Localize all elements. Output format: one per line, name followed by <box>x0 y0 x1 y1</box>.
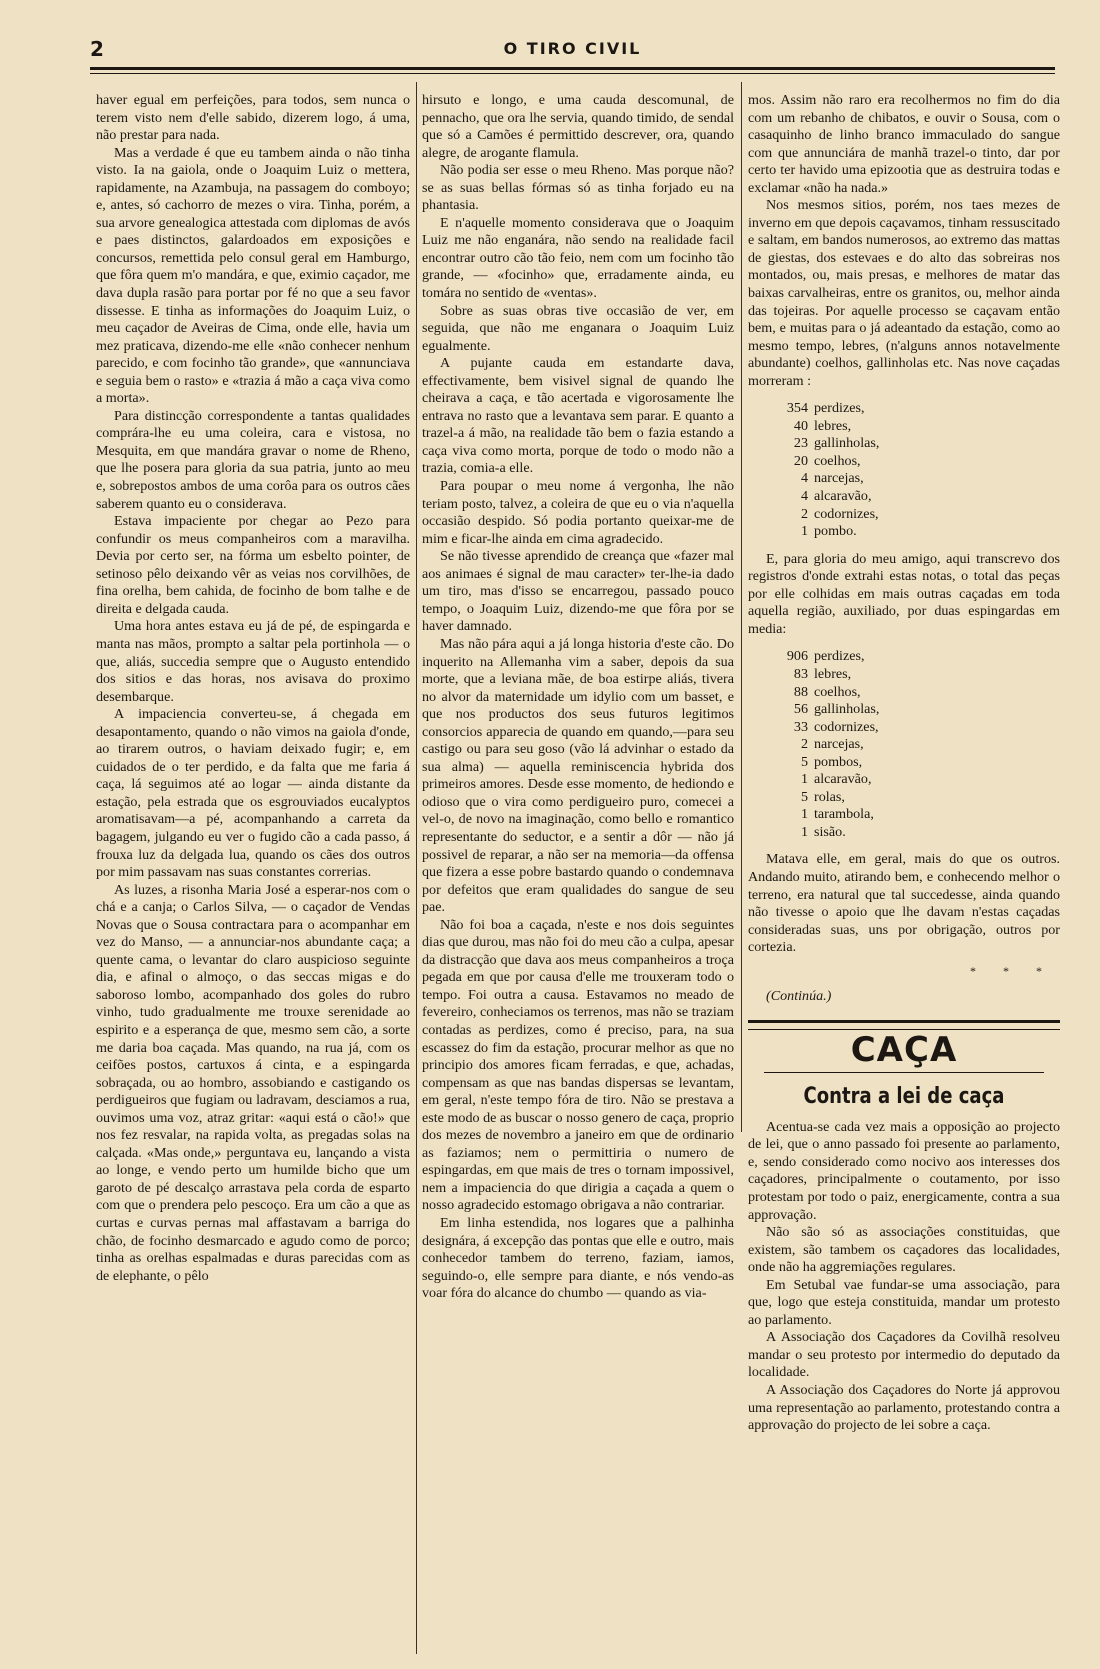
col2-paragraph: Não podia ser esse o meu Rheno. Mas porque não? se as suas bellas fórmas só as tinha forjado eu na phantasia. <box>422 162 734 214</box>
header-rule-thick <box>90 67 1055 70</box>
game-tally-list-2 <box>764 648 1060 841</box>
col1-paragraph: haver egual em perfeições, para todos, sem nunca o terem visto nem d'elle sabido, dizerem logo, á uma, não prestar para nada. <box>96 92 410 144</box>
tally-label: pombo. <box>814 523 857 540</box>
tally-label: gallinholas, <box>814 435 880 452</box>
tally-row <box>764 435 1060 453</box>
section-title-underline <box>764 1072 1045 1073</box>
column-1 <box>96 92 410 1285</box>
col2-paragraph: E n'aquelle momento considerava que o Joaquim Luiz me não enganára, não sendo na realidade facil encontrar outro cão tão feio, nem com um focinho tão grande, — «focinho» que, erradamente ainda, eu tomára no sentido de «ventas». <box>422 214 734 302</box>
tally-label: perdizes, <box>814 400 865 417</box>
col3-paragraph: E, para gloria do meu amigo, aqui transcrevo dos registros d'onde extrahi estas notas, o total das peças por elle colhidas em mais outras caçadas em toda aquella região, auxiliado, por duas espingardas em media: <box>748 550 1060 637</box>
tally-row <box>764 666 1060 684</box>
col2-paragraph: Mas não pára aqui a já longa historia d'este cão. Do inquerito na Allemanha vim a saber, depois da sua morte, que a leviana mãe, de boa estirpe aliás, tivera no alvor da maternidade um idylio com um basset, e que nos productos dos seus futuros legitimos consorcios apparecia de quando em quando,—para seu castigo ou para seu goso (vão lá advinhar o estado da sua alma) — aquella reminiscencia hybrida dos primeiros amores. Desde esse momento, de hediondo e odioso que o vira como perdigueiro puro, comecei a vel-o, de novo na imaginação, como bello e romantico representante do seductor, e a sentir a dôr — não já possivel de reparar, a não ser na memoria—da offensa que fizera a esse pobre bastardo quando o condemnava por defeitos que eram qualidades do sangue de seu pae. <box>422 635 734 916</box>
article-headline: Contra a lei de caça <box>803 1083 1005 1109</box>
tally-label: rolas, <box>814 788 845 805</box>
tally-count: 2 <box>800 505 808 522</box>
page-number: 2 <box>90 37 104 61</box>
col2-paragraph: hirsuto e longo, e uma cauda descomunal, de pennacho, que ora lhe servia, quando timido, de sendal que só a Camões é permittido descrever, ora, quando alegre, de arogante flamula. <box>422 92 734 161</box>
tally-label: codornizes, <box>814 718 879 735</box>
tally-label: coelhos, <box>814 452 861 469</box>
header-rule-thin <box>90 73 1055 74</box>
tally-row <box>764 736 1060 754</box>
tally-label: gallinholas, <box>814 701 880 718</box>
col1-paragraph: Uma hora antes estava eu já de pé, de espingarda e manta nas mãos, prompto a saltar pela portinhola — o que, aliás, succedia sempre que o Augusto entendido dos sitios e das horas, nos avisava do proximo desembarque. <box>96 618 410 705</box>
col1-paragraph: As luzes, a risonha Maria José a esperar-nos com o chá e a canja; o Carlos Silva, — o caçador de Vendas Novas que o Sousa contractara para o acompanhar em vez do Manso, — a annunciar-nos abundante caça; a quente cama, o levantar do claro auspicioso seguinte dia, e afinal o almoço, o das seccas migas e do saboroso lombo, acompanhado dos goles do rubro vinho, tudo gradualmente me trouxe serenidade ao espirito e a esperança de que, mesmo sem cão, a sorte me daria boa caçada. Mas quando, na rua já, com os ceifões postos, cartuxos á cinta, e a espingarda sobraçada, ou ao hombro, assobiando e castigando os perdigueiros que fugiam ou ladravam, desciamos a rua, ouvimos uma voz, atraz gritar: «aqui está o cão!» que nos fez resvalar, na rapida volta, as pregadas solas na calçada. «Mas onde,» perguntava eu, lançando a vista ao longe, e vendo perto um humilde bicho que um garoto de pé descalço arrastava pela corda de esparto com que o prendera pelo pescoço. Era um cão a que as curtas e curvas pernas mal affastavam a barriga do chão, de focinho desmarcado e agudo como de porco; tinha as orelhas espalmadas e duras parecidas com as de elephante, o pêlo <box>96 881 410 1284</box>
tally-label: coelhos, <box>814 683 861 700</box>
tally-label: alcaravão, <box>814 488 872 505</box>
tally-row <box>764 701 1060 719</box>
tally-row <box>764 771 1060 789</box>
tally-count: 1 <box>800 823 808 840</box>
col3-paragraph: Nos mesmos sitios, porém, nos taes mezes de inverno em que depois caçavamos, tinham ressuscitado e saltam, em bandos numerosos, ao extremo das mattas de giestas, dos estevaes e do alto das sobreiras nos montados, ou, mais presas, e melhores de matar das baixas carvalheiras, entre os granitos, ou, melhor ainda das tojeiras. Por aquelle processo se caçavam então bem, e muitas para o já adeantado da estação, como ao mesmo tempo, lebres, (n'alguns annos notavelmente abundante) coelhos, gallinholas etc. Nas nove caçadas morreram : <box>748 197 1060 389</box>
tally-count: 1 <box>800 771 808 788</box>
tally-count: 4 <box>800 488 808 505</box>
col3-paragraph: mos. Assim não raro era recolhermos no fim do dia com um rebanho de chibatos, e ouvir o Sousa, com o casaquinho de linho branco immaculado do sangue com que annunciára de manhã trazel-o tinto, dar por certo ter havido uma epizootia que as destruira todas e exclamar «não ha nada.» <box>748 92 1060 196</box>
section-rule <box>748 1020 1060 1023</box>
tally-count: 1 <box>800 523 808 540</box>
tally-row <box>764 453 1060 471</box>
tally-row <box>764 824 1060 842</box>
tally-count: 5 <box>800 753 808 770</box>
tally-count: 33 <box>793 718 808 735</box>
col2-paragraph: Não foi boa a caçada, n'este e nos dois seguintes dias que durou, mas não foi do meu cão a culpa, apesar da distracção que dava aos meus companheiros a troça pegada em que por causa d'elle me trouxeram todo o tempo. Foi outra a causa. Estavamos no meado de fevereiro, conheciamos os terrenos, mas não se traziam contadas as perdizes, como é preciso, para, na sua escassez do fim da estação, procurar melhor as que no principio dos amores ficam ferradas, e que, achadas, compensam as que nas bandas dispersas se levantam, em geral, n'este tempo fóra de tiro. Não se prestava a este modo de as buscar o nosso genero de caça, proprio dos mezes de novembro a janeiro em que de ordinario as faziamos; nem o permittiria o numero de espingardas, em que mais de tres o tornam impossivel, nem a impaciencia do que dirigia a caçada a quem o nosso agradecido estomago obrigava a não contrariar. <box>422 916 734 1214</box>
tally-count: 2 <box>800 736 808 753</box>
masthead <box>90 35 1055 67</box>
tally-label: perdizes, <box>814 648 865 665</box>
tally-count: 354 <box>786 400 808 417</box>
tally-label: alcaravão, <box>814 771 872 788</box>
article-paragraph: A Associação dos Caçadores da Covilhã resolveu mandar o seu protesto por intermedio do deputado da localidade. <box>748 1329 1060 1381</box>
tally-row <box>764 400 1060 418</box>
game-tally-list-1 <box>764 400 1060 540</box>
tally-count: 5 <box>800 788 808 805</box>
tally-label: narcejas, <box>814 470 864 487</box>
tally-label: codornizes, <box>814 505 879 522</box>
section-ornament: * * * <box>970 963 1054 978</box>
col2-paragraph: Em linha estendida, nos logares que a palhinha designára, á excepção das pontas que elle e outro, mais conhecedor tambem do terreno, faziam, iamos, seguindo-o, elle sempre para diante, e nós vendo-as voar fóra do alcance do chumbo — quando as via- <box>422 1215 734 1302</box>
tally-count: 40 <box>793 417 808 434</box>
tally-row <box>764 470 1060 488</box>
col2-paragraph: Sobre as suas obras tive occasião de ver, em seguida, que não me enganara o Joaquim Luiz egualmente. <box>422 302 734 354</box>
tally-row <box>764 523 1060 541</box>
tally-count: 1 <box>800 806 808 823</box>
col3-paragraph: Matava elle, em geral, mais do que os outros. Andando muito, atirando bem, e conhecendo melhor o terreno, era natural que tal succedesse, ainda quando não tivesse o apoio que lhe davam n'estas caçadas consideradas suas, uns por obrigação, outros por cortezia. <box>748 851 1060 956</box>
tally-label: lebres, <box>814 417 852 434</box>
tally-label: tarambola, <box>814 806 874 823</box>
column-2 <box>422 92 734 1303</box>
tally-count: 56 <box>793 701 808 718</box>
tally-row <box>764 806 1060 824</box>
section-title: CAÇA <box>850 1029 958 1070</box>
col1-paragraph: Para distincção correspondente a tantas qualidades comprára-lhe eu uma coleira, cara e vistosa, no Mesquita, em que mandára gravar o nome de Rheno, que lhe posera para gloria da sua patria, junto ao meu e, sobrepostos ambos de uma corôa para os outros cães saberem quanto eu o considerava. <box>96 407 410 512</box>
tally-row <box>764 719 1060 737</box>
tally-row <box>764 684 1060 702</box>
tally-row <box>764 648 1060 666</box>
article-paragraph: Acentua-se cada vez mais a opposição ao projecto de lei, que o anno passado foi presente ao parlamento, e, sendo considerado como nocivo aos interesses dos caçadores, principalmente o coutamento, por isso protestam por todo o paiz, energicamente, contra a sua approvação. <box>748 1118 1060 1223</box>
column-divider-1 <box>416 82 417 1654</box>
col1-paragraph: A impaciencia converteu-se, á chegada em desapontamento, quando o não vimos na gaiola d'onde, ao tirarem outros, o haviam deixado fugir; e, em cuidados de o ter perdido, e da falta que me faria á caça, lá seguimos até ao logar — ainda distante da estação, pela estrada que os esgrouviados eucalyptos aromatisavam—a pé, acompanhando a carreta da bagagem, julgando eu ver o fugido cão a cada passo, á frouxa luz da delgada lua, quando os cães dos outros por mim passavam nas suas constantes correrias. <box>96 706 410 881</box>
tally-count: 4 <box>800 470 808 487</box>
column-divider-2 <box>741 82 742 1132</box>
col2-paragraph: A pujante cauda em estandarte dava, effectivamente, bem visivel signal de quando lhe cheirava a caça, e tão acertada e vigorosamente lhe entrava no rasto que a levantava sem parar. E quanto a trazel-a á mão, na realidade tão bem o fazia estando a caça viva como morta, porque de todo o modo não a trazia, comia-a elle. <box>422 355 734 477</box>
tally-label: narcejas, <box>814 736 864 753</box>
col1-paragraph: Mas a verdade é que eu tambem ainda o não tinha visto. Ia na gaiola, onde o Joaquim Luiz o mettera, rapidamente, na Azambuja, na passagem do comboyo; e, antes, só cachorro de mezes o vira. Tinha, porém, a sua arvore genealogica attestada com diplomas de avós e paes distinctos, galardoados em exposições e concursos, remettida pelo consul geral em Hamburgo, que fôra quem m'o mandára, e que, eximio caçador, me dava dupla rasão para portar por fé no que a seu favor dissesse. E tinha as informações do Joaquim Luiz, o meu caçador de Aveiras de Cima, onde elle, havia um mez praticava, dizendo-me elle «não conhecer nenhum parecido, e com focinho tão grande», que «annunciava e seguia bem o rasto» e «trazia á mão a caça viva como a morta». <box>96 144 410 407</box>
article-paragraph: Não são só as associações constituidas, que existem, são tambem os caçadores das localidades, onde não ha aggremiações regulares. <box>748 1224 1060 1276</box>
tally-count: 906 <box>786 648 808 665</box>
tally-row <box>764 789 1060 807</box>
tally-row <box>764 488 1060 506</box>
tally-row <box>764 754 1060 772</box>
column-3 <box>748 92 1060 1435</box>
tally-label: pombos, <box>814 753 863 770</box>
tally-count: 88 <box>793 683 808 700</box>
article-paragraph: A Associação dos Caçadores do Norte já approvou uma representação ao parlamento, protestando contra a approvação do projecto de lei sobre a caça. <box>748 1382 1060 1434</box>
col1-paragraph: Estava impaciente por chegar ao Pezo para confundir os meus companheiros com a maravilha. Devia por certo ser, na fórma um esbelto pointer, de setinoso pêlo deixando vêr as veias nos corvilhões, de fina orelha, bem cahida, de focinho de bom talhe e de direita e delgada cauda. <box>96 513 410 617</box>
tally-count: 83 <box>793 665 808 682</box>
tally-label: lebres, <box>814 665 852 682</box>
newspaper-title: O TIRO CIVIL <box>503 39 642 58</box>
article-paragraph: Em Setubal vae fundar-se uma associação, para que, logo que esteja constituida, mandar um protesto ao parlamento. <box>748 1276 1060 1328</box>
tally-label: sisão. <box>814 823 846 840</box>
tally-count: 20 <box>793 452 808 469</box>
continua-note: (Continúa.) <box>766 988 832 1005</box>
col2-paragraph: Para poupar o meu nome á vergonha, lhe não teriam posto, talvez, a coleira de que eu o via n'aquella occasião despido. Só podia portanto queixar-me de mim e ficar-lhe ainda em cima agradecido. <box>422 478 734 547</box>
tally-row <box>764 506 1060 524</box>
col2-paragraph: Se não tivesse aprendido de creança que «fazer mal aos animaes é signal de mau caracter» ter-lhe-ia dado um tiro, mas d'isso se encarregou, passado pouco tempo, o Joaquim Luiz, dizendo-me que fôra por se haver damnado. <box>422 548 734 635</box>
tally-row <box>764 418 1060 436</box>
tally-count: 23 <box>793 435 808 452</box>
